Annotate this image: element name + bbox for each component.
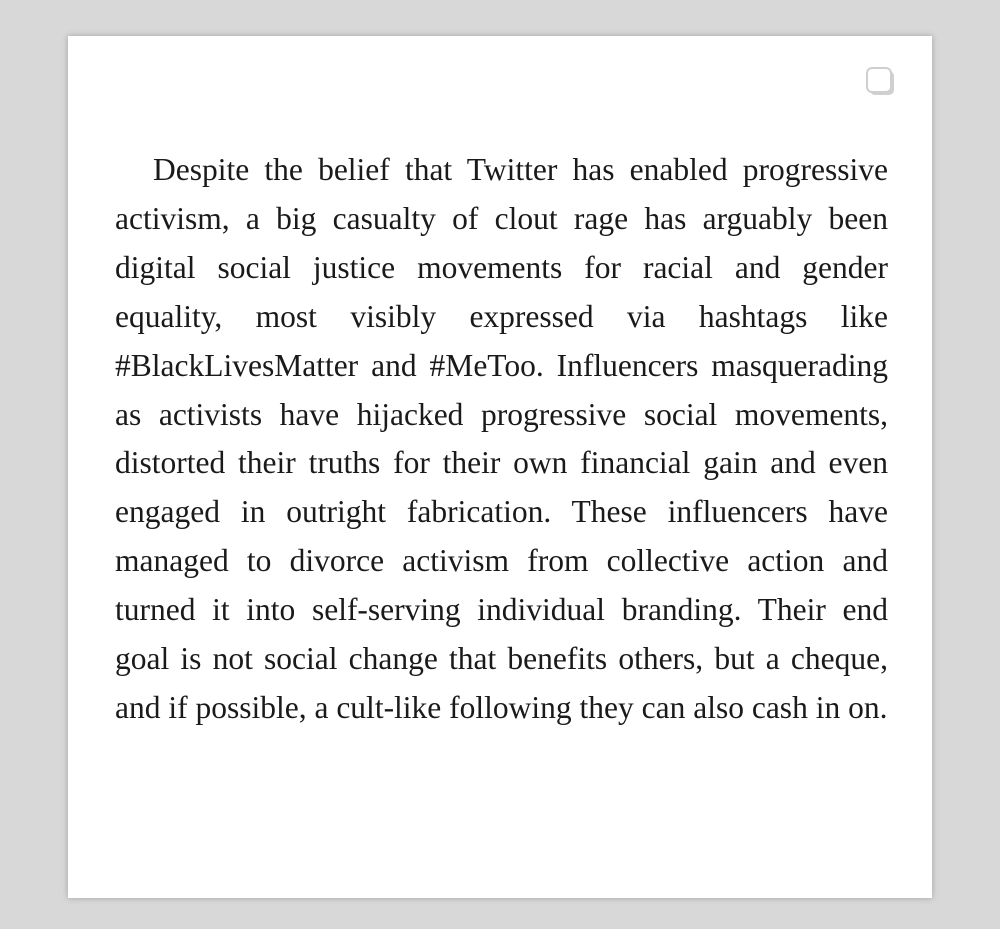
body-paragraph: Despite the belief that Twitter has enabled progressive activism, a big casualty of clout rage has arguably been digital social justice movements for racial and gender equality, most visibly expressed via hashtags like #BlackLivesMatter and #MeToo. Influencers masquerading as activists have hijacked progressive social movements, distorted their truths for their own financial gain and even engaged in outright fabrication. These influencers have managed to divorce activism from collective action and turned it into self-serving individual branding. Their end goal is not social change that benefits others, but a cheque, and if possible, a cult-like following they can also cash in on. <box>115 152 888 725</box>
copy-icon[interactable] <box>864 65 898 99</box>
document-page <box>68 36 932 898</box>
